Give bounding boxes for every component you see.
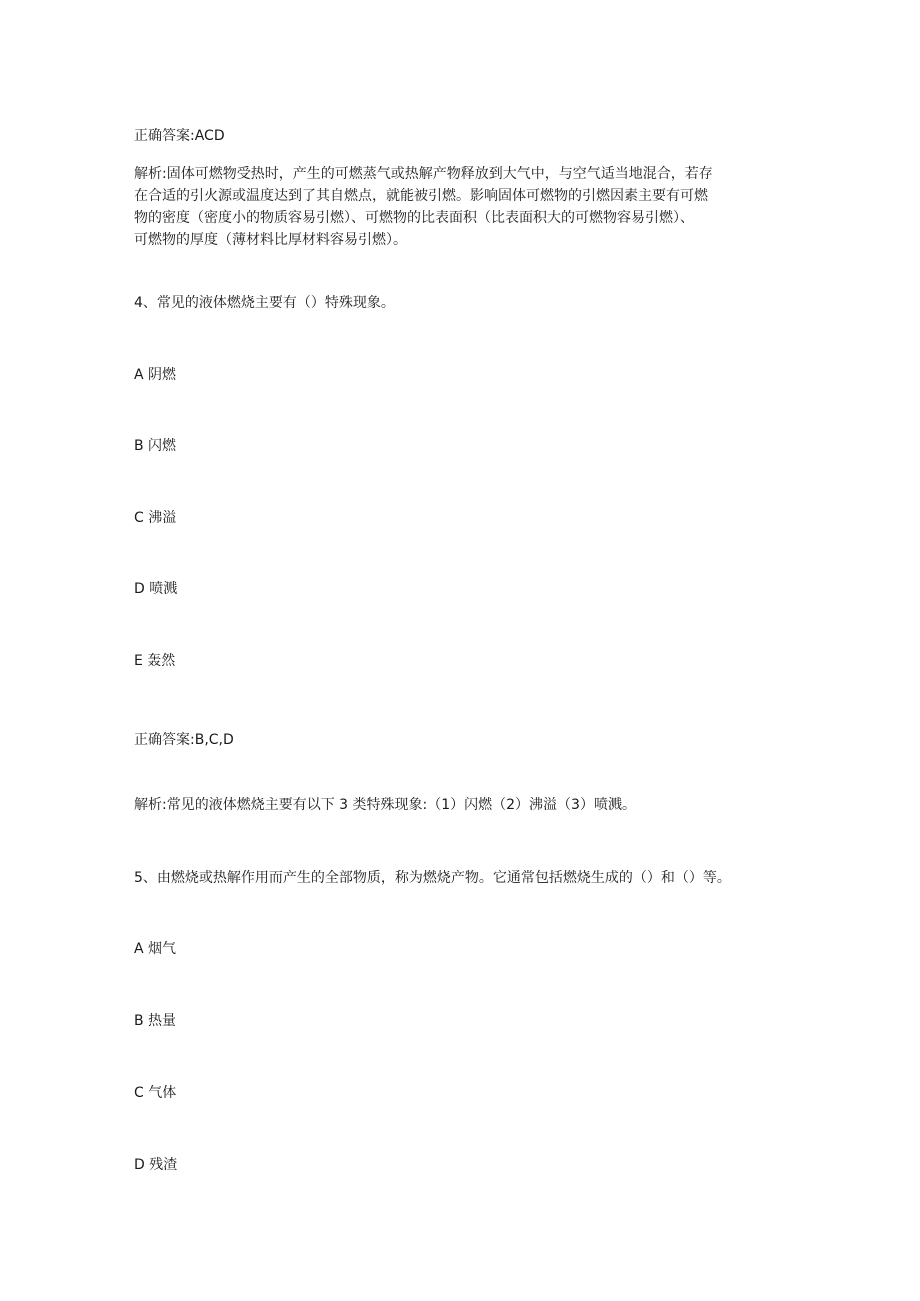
q3-analysis-line: 在合适的引火源或温度达到了其自燃点，就能被引燃。影响固体可燃物的引燃因素主要有可燃 xyxy=(134,188,708,204)
q3-analysis-line: 解析:固体可燃物受热时，产生的可燃蒸气或热解产物释放到大气中，与空气适当地混合，若存 xyxy=(134,166,713,182)
q3-analysis xyxy=(134,163,784,251)
q3-analysis-line: 可燃物的厚度（薄材料比厚材料容易引燃）。 xyxy=(134,232,407,248)
q4-option-d: D 喷溅 xyxy=(134,581,178,597)
q4-answer: 正确答案:B,C,D xyxy=(134,732,234,748)
q3-answer: 正确答案:ACD xyxy=(134,128,225,144)
q5-option-a: A 烟气 xyxy=(134,941,177,957)
q5-option-d: D 残渣 xyxy=(134,1157,178,1173)
q4-option-e: E 轰然 xyxy=(134,653,176,669)
q5-option-b: B 热量 xyxy=(134,1013,177,1029)
q4-option-a: A 阴燃 xyxy=(134,367,177,383)
q4-option-b: B 闪燃 xyxy=(134,438,177,454)
q5-question: 5、由燃烧或热解作用而产生的全部物质，称为燃烧产物。它通常包括燃烧生成的（）和（）等。 xyxy=(134,870,731,886)
q4-option-c: C 沸溢 xyxy=(134,510,177,526)
q4-question: 4、常见的液体燃烧主要有（）特殊现象。 xyxy=(134,295,395,311)
q5-option-c: C 气体 xyxy=(134,1085,177,1101)
q4-analysis: 解析:常见的液体燃烧主要有以下 3 类特殊现象:（1）闪燃（2）沸溢（3）喷溅。 xyxy=(134,797,636,813)
q3-analysis-line: 物的密度（密度小的物质容易引燃）、可燃物的比表面积（比表面积大的可燃物容易引燃）、 xyxy=(134,210,694,226)
